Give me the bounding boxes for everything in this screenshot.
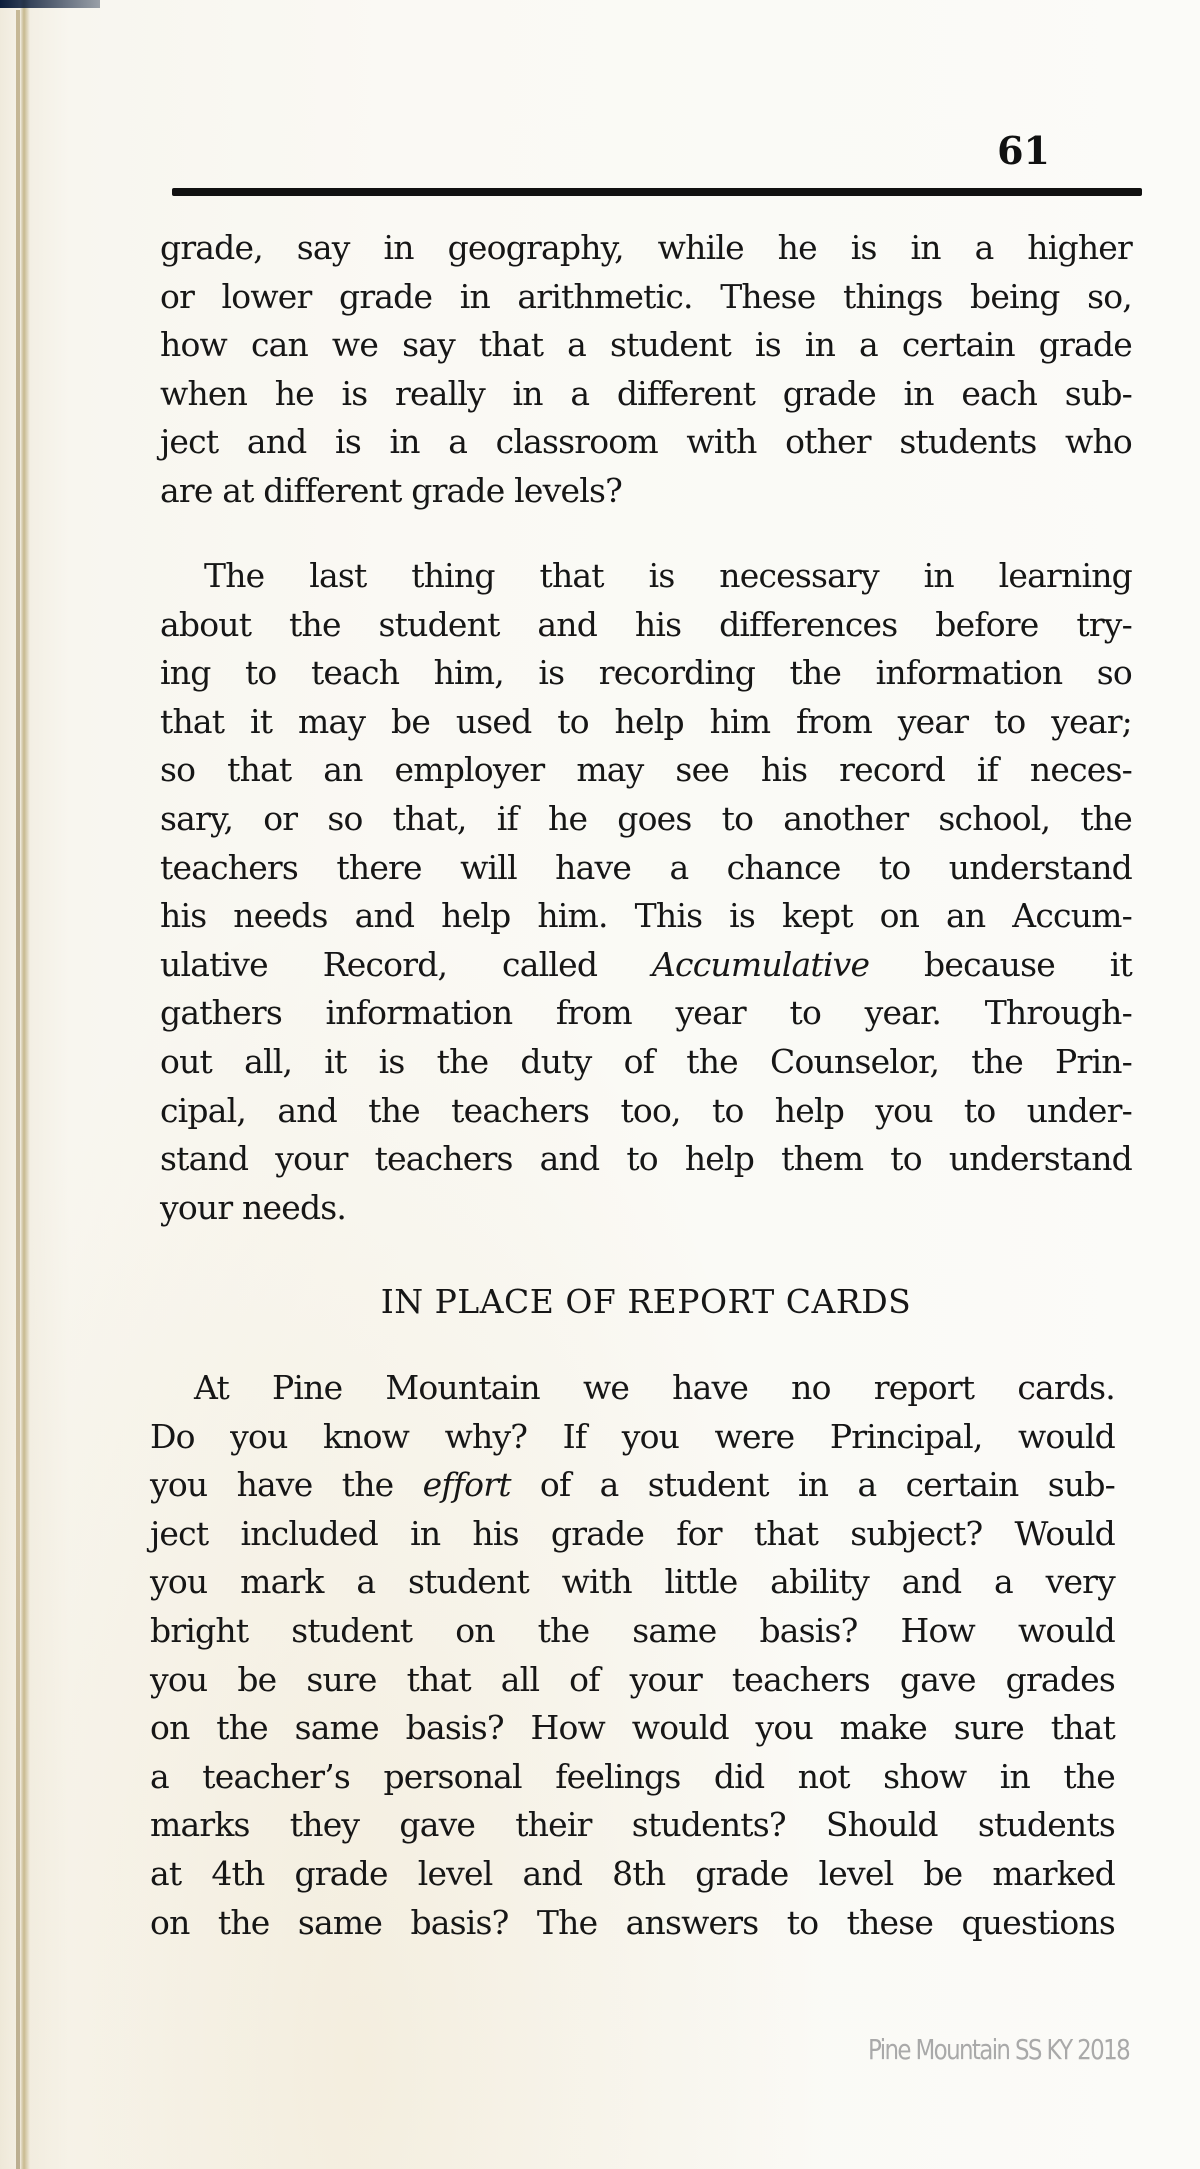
text-line: ject included in his grade for that subject? Would [150, 1513, 1115, 1553]
text-line: cipal, and the teachers too, to help you to under- [160, 1090, 1132, 1130]
text-line: so that an employer may see his record if neces- [160, 750, 1132, 790]
italic-term: Accumulative [651, 944, 870, 984]
text-line: At Pine Mountain we have no report cards. [194, 1368, 1115, 1407]
text-segment: ulative Record, called [160, 944, 652, 984]
gutter-crease [16, 10, 20, 2169]
text-segment: because it [869, 944, 1132, 984]
text-line: out all, it is the duty of the Counselor, the Prin- [160, 1041, 1132, 1081]
header-rule [172, 188, 1142, 196]
text-line: you be sure that all of your teachers gave grades [150, 1659, 1115, 1699]
paragraph-1 [160, 224, 1132, 516]
text-segment: you have the [150, 1465, 423, 1505]
text-line: when he is really in a different grade in each sub- [160, 373, 1132, 413]
text-line: grade, say in geography, while he is in a higher [160, 228, 1132, 267]
text-line-with-italic [160, 941, 1132, 990]
binding-shadow [0, 0, 100, 8]
text-line: about the student and his differences before try- [160, 604, 1132, 644]
text-line: The last thing that is necessary in learning [204, 556, 1132, 595]
text-line: bright student on the same basis? How would [150, 1610, 1115, 1650]
text-line: you mark a student with little ability and a very [150, 1562, 1115, 1602]
text-line: your needs. [160, 1187, 347, 1227]
text-line: or lower grade in arithmetic. These things being so, [160, 276, 1132, 316]
text-segment: of a student in a certain sub- [510, 1465, 1115, 1505]
text-line: ject and is in a classroom with other students who [160, 422, 1132, 462]
text-line: that it may be used to help him from year to year; [160, 701, 1132, 741]
paragraph-2 [160, 552, 1132, 1232]
text-line: gathers information from year to year. Through- [160, 993, 1132, 1033]
watermark: Pine Mountain SS KY 2018 [868, 2033, 1130, 2066]
page-number: 61 [997, 128, 1050, 173]
text-line: his needs and help him. This is kept on an Accum- [160, 896, 1132, 936]
text-line: how can we say that a student is in a certain grade [160, 325, 1132, 365]
text-line: on the same basis? How would you make sure that [150, 1708, 1115, 1748]
text-line: stand your teachers and to help them to understand [160, 1139, 1132, 1179]
italic-term: effort [422, 1465, 511, 1505]
text-line: Do you know why? If you were Principal, would [150, 1416, 1115, 1456]
text-line: teachers there will have a chance to understand [160, 847, 1132, 887]
text-line: a teacher’s personal feelings did not show in the [150, 1756, 1115, 1796]
text-line: marks they gave their students? Should students [150, 1805, 1115, 1845]
text-line: on the same basis? The answers to these questions [150, 1902, 1115, 1942]
text-line: at 4th grade level and 8th grade level be marked [150, 1853, 1115, 1893]
text-line-with-italic [150, 1461, 1115, 1510]
paragraph-3 [150, 1364, 1115, 1947]
section-heading: IN PLACE OF REPORT CARDS [380, 1282, 912, 1321]
text-line: are at different grade levels? [160, 470, 622, 510]
text-line: ing to teach him, is recording the information so [160, 653, 1132, 693]
text-line: sary, or so that, if he goes to another school, the [160, 798, 1132, 838]
